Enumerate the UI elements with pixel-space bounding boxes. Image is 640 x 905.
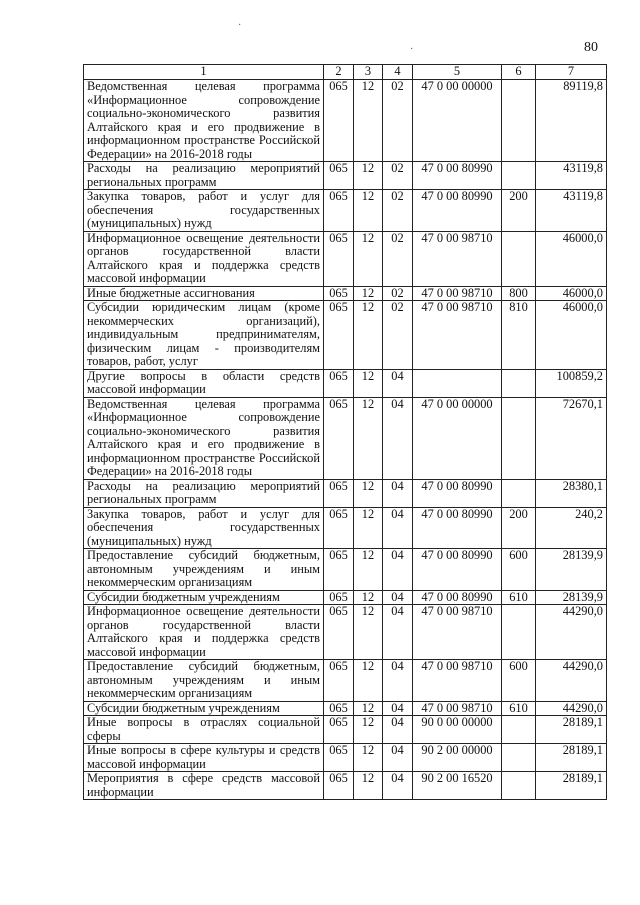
- row-section-cell: 12: [354, 716, 383, 744]
- row-expense-type-cell: [502, 744, 536, 772]
- row-section-cell: 12: [354, 369, 383, 397]
- row-amount-cell: 240,2: [536, 507, 607, 549]
- row-amount-cell: 28380,1: [536, 479, 607, 507]
- scan-speck: ·: [238, 20, 242, 31]
- row-target-item-cell: 47 0 00 80990: [413, 162, 502, 190]
- row-section-cell: 12: [354, 479, 383, 507]
- row-expense-type-cell: [502, 772, 536, 800]
- row-ministry-code-cell: 065: [324, 369, 354, 397]
- row-expense-type-cell: 810: [502, 301, 536, 370]
- row-subsection-cell: 02: [383, 162, 413, 190]
- row-subsection-cell: 04: [383, 590, 413, 605]
- row-target-item-cell: 47 0 00 98710: [413, 286, 502, 301]
- table-row: [84, 397, 607, 479]
- row-target-item-cell: 47 0 00 98710: [413, 701, 502, 716]
- row-target-item-cell: 47 0 00 98710: [413, 605, 502, 660]
- row-ministry-code-cell: 065: [324, 162, 354, 190]
- row-expense-type-cell: [502, 716, 536, 744]
- row-name-cell: Иные вопросы в отраслях социальной сферы: [84, 716, 324, 744]
- table-row: [84, 744, 607, 772]
- row-expense-type-cell: [502, 80, 536, 162]
- row-section-cell: 12: [354, 772, 383, 800]
- row-subsection-cell: 04: [383, 397, 413, 479]
- row-expense-type-cell: [502, 231, 536, 286]
- row-expense-type-cell: [502, 369, 536, 397]
- row-amount-cell: 28189,1: [536, 716, 607, 744]
- row-target-item-cell: 47 0 00 00000: [413, 397, 502, 479]
- row-name-cell: Информационное освещение деятельности органов государственной власти Алтайского края и поддержка средств массовой информации: [84, 231, 324, 286]
- row-name-cell: Ведомственная целевая программа «Информационное сопровождение социально-экономического развития Алтайского края и его продвижение в информационном пространстве Российской Федерации» на 2016-2018 годы: [84, 397, 324, 479]
- row-amount-cell: 100859,2: [536, 369, 607, 397]
- row-ministry-code-cell: 065: [324, 231, 354, 286]
- row-section-cell: 12: [354, 744, 383, 772]
- row-subsection-cell: 04: [383, 479, 413, 507]
- row-name-cell: Предоставление субсидий бюджетным, автономным учреждениям и иным некоммерческим организациям: [84, 660, 324, 702]
- row-amount-cell: 28189,1: [536, 772, 607, 800]
- row-amount-cell: 28139,9: [536, 590, 607, 605]
- row-expense-type-cell: [502, 162, 536, 190]
- row-expense-type-cell: [502, 397, 536, 479]
- row-amount-cell: 44290,0: [536, 605, 607, 660]
- row-target-item-cell: 90 2 00 16520: [413, 772, 502, 800]
- column-header-7: 7: [536, 65, 607, 80]
- row-ministry-code-cell: 065: [324, 479, 354, 507]
- row-target-item-cell: 47 0 00 80990: [413, 190, 502, 232]
- row-expense-type-cell: 610: [502, 590, 536, 605]
- row-ministry-code-cell: 065: [324, 744, 354, 772]
- row-subsection-cell: 04: [383, 772, 413, 800]
- row-target-item-cell: 47 0 00 98710: [413, 231, 502, 286]
- row-section-cell: 12: [354, 660, 383, 702]
- budget-table: [83, 64, 607, 800]
- row-expense-type-cell: [502, 479, 536, 507]
- table-row: [84, 590, 607, 605]
- table-row: [84, 507, 607, 549]
- row-section-cell: 12: [354, 162, 383, 190]
- table-row: [84, 716, 607, 744]
- row-name-cell: Иные вопросы в сфере культуры и средств массовой информации: [84, 744, 324, 772]
- row-subsection-cell: 04: [383, 716, 413, 744]
- row-amount-cell: 46000,0: [536, 286, 607, 301]
- row-name-cell: Субсидии бюджетным учреждениям: [84, 590, 324, 605]
- scan-speck: ·: [410, 44, 414, 55]
- row-target-item-cell: 47 0 00 80990: [413, 590, 502, 605]
- row-target-item-cell: 47 0 00 98710: [413, 660, 502, 702]
- row-subsection-cell: 04: [383, 605, 413, 660]
- header-row: [84, 65, 607, 80]
- column-header-6: 6: [502, 65, 536, 80]
- row-name-cell: Расходы на реализацию мероприятий региональных программ: [84, 479, 324, 507]
- page-number: 80: [584, 40, 598, 55]
- row-target-item-cell: 90 0 00 00000: [413, 716, 502, 744]
- row-ministry-code-cell: 065: [324, 301, 354, 370]
- row-ministry-code-cell: 065: [324, 507, 354, 549]
- row-section-cell: 12: [354, 286, 383, 301]
- row-section-cell: 12: [354, 80, 383, 162]
- row-section-cell: 12: [354, 301, 383, 370]
- row-target-item-cell: 47 0 00 80990: [413, 549, 502, 591]
- row-subsection-cell: 02: [383, 301, 413, 370]
- row-amount-cell: 43119,8: [536, 162, 607, 190]
- table-row: [84, 369, 607, 397]
- row-target-item-cell: 47 0 00 80990: [413, 507, 502, 549]
- row-amount-cell: 46000,0: [536, 231, 607, 286]
- column-header-1: 1: [84, 65, 324, 80]
- row-target-item-cell: 47 0 00 98710: [413, 301, 502, 370]
- table-row: [84, 549, 607, 591]
- row-section-cell: 12: [354, 549, 383, 591]
- row-expense-type-cell: 600: [502, 549, 536, 591]
- row-amount-cell: 46000,0: [536, 301, 607, 370]
- table-row: [84, 162, 607, 190]
- column-header-2: 2: [324, 65, 354, 80]
- row-section-cell: 12: [354, 590, 383, 605]
- row-name-cell: Закупка товаров, работ и услуг для обеспечения государственных (муниципальных) нужд: [84, 190, 324, 232]
- row-subsection-cell: 04: [383, 660, 413, 702]
- row-amount-cell: 28139,9: [536, 549, 607, 591]
- row-name-cell: Закупка товаров, работ и услуг для обеспечения государственных (муниципальных) нужд: [84, 507, 324, 549]
- row-target-item-cell: 47 0 00 00000: [413, 80, 502, 162]
- row-name-cell: Субсидии юридическим лицам (кроме некоммерческих организаций), индивидуальным предпринимателям, физическим лицам - производителям товаров, работ, услуг: [84, 301, 324, 370]
- row-section-cell: 12: [354, 507, 383, 549]
- row-expense-type-cell: 200: [502, 190, 536, 232]
- row-expense-type-cell: [502, 605, 536, 660]
- row-ministry-code-cell: 065: [324, 660, 354, 702]
- row-section-cell: 12: [354, 605, 383, 660]
- row-ministry-code-cell: 065: [324, 716, 354, 744]
- row-ministry-code-cell: 065: [324, 549, 354, 591]
- row-ministry-code-cell: 065: [324, 286, 354, 301]
- row-subsection-cell: 02: [383, 80, 413, 162]
- row-name-cell: Информационное освещение деятельности органов государственной власти Алтайского края и поддержка средств массовой информации: [84, 605, 324, 660]
- table-row: [84, 701, 607, 716]
- table-body: [84, 80, 607, 800]
- row-subsection-cell: 04: [383, 701, 413, 716]
- row-section-cell: 12: [354, 190, 383, 232]
- row-name-cell: Расходы на реализацию мероприятий региональных программ: [84, 162, 324, 190]
- row-name-cell: Мероприятия в сфере средств массовой информации: [84, 772, 324, 800]
- row-name-cell: Другие вопросы в области средств массовой информации: [84, 369, 324, 397]
- row-name-cell: Иные бюджетные ассигнования: [84, 286, 324, 301]
- column-header-4: 4: [383, 65, 413, 80]
- row-name-cell: Субсидии бюджетным учреждениям: [84, 701, 324, 716]
- row-section-cell: 12: [354, 701, 383, 716]
- row-expense-type-cell: 800: [502, 286, 536, 301]
- row-subsection-cell: 02: [383, 231, 413, 286]
- row-amount-cell: 28189,1: [536, 744, 607, 772]
- row-ministry-code-cell: 065: [324, 590, 354, 605]
- table-row: [84, 80, 607, 162]
- row-amount-cell: 72670,1: [536, 397, 607, 479]
- row-amount-cell: 44290,0: [536, 660, 607, 702]
- table-row: [84, 190, 607, 232]
- table-row: [84, 231, 607, 286]
- row-target-item-cell: 90 2 00 00000: [413, 744, 502, 772]
- row-expense-type-cell: 200: [502, 507, 536, 549]
- row-subsection-cell: 04: [383, 507, 413, 549]
- row-expense-type-cell: 600: [502, 660, 536, 702]
- row-section-cell: 12: [354, 231, 383, 286]
- table-row: [84, 660, 607, 702]
- row-target-item-cell: 47 0 00 80990: [413, 479, 502, 507]
- row-subsection-cell: 04: [383, 549, 413, 591]
- row-ministry-code-cell: 065: [324, 190, 354, 232]
- row-subsection-cell: 02: [383, 286, 413, 301]
- row-subsection-cell: 04: [383, 369, 413, 397]
- row-ministry-code-cell: 065: [324, 397, 354, 479]
- column-header-3: 3: [354, 65, 383, 80]
- row-ministry-code-cell: 065: [324, 701, 354, 716]
- row-ministry-code-cell: 065: [324, 80, 354, 162]
- row-section-cell: 12: [354, 397, 383, 479]
- row-subsection-cell: 04: [383, 744, 413, 772]
- row-amount-cell: 43119,8: [536, 190, 607, 232]
- row-name-cell: Предоставление субсидий бюджетным, автономным учреждениям и иным некоммерческим организациям: [84, 549, 324, 591]
- table-row: [84, 605, 607, 660]
- row-name-cell: Ведомственная целевая программа «Информационное сопровождение социально-экономического развития Алтайского края и его продвижение в информационном пространстве Российской Федерации» на 2016-2018 годы: [84, 80, 324, 162]
- column-header-5: 5: [413, 65, 502, 80]
- row-amount-cell: 44290,0: [536, 701, 607, 716]
- table-row: [84, 479, 607, 507]
- row-expense-type-cell: 610: [502, 701, 536, 716]
- row-ministry-code-cell: 065: [324, 605, 354, 660]
- row-ministry-code-cell: 065: [324, 772, 354, 800]
- table-row: [84, 301, 607, 370]
- row-target-item-cell: [413, 369, 502, 397]
- row-subsection-cell: 02: [383, 190, 413, 232]
- table-row: [84, 772, 607, 800]
- row-amount-cell: 89119,8: [536, 80, 607, 162]
- table-row: [84, 286, 607, 301]
